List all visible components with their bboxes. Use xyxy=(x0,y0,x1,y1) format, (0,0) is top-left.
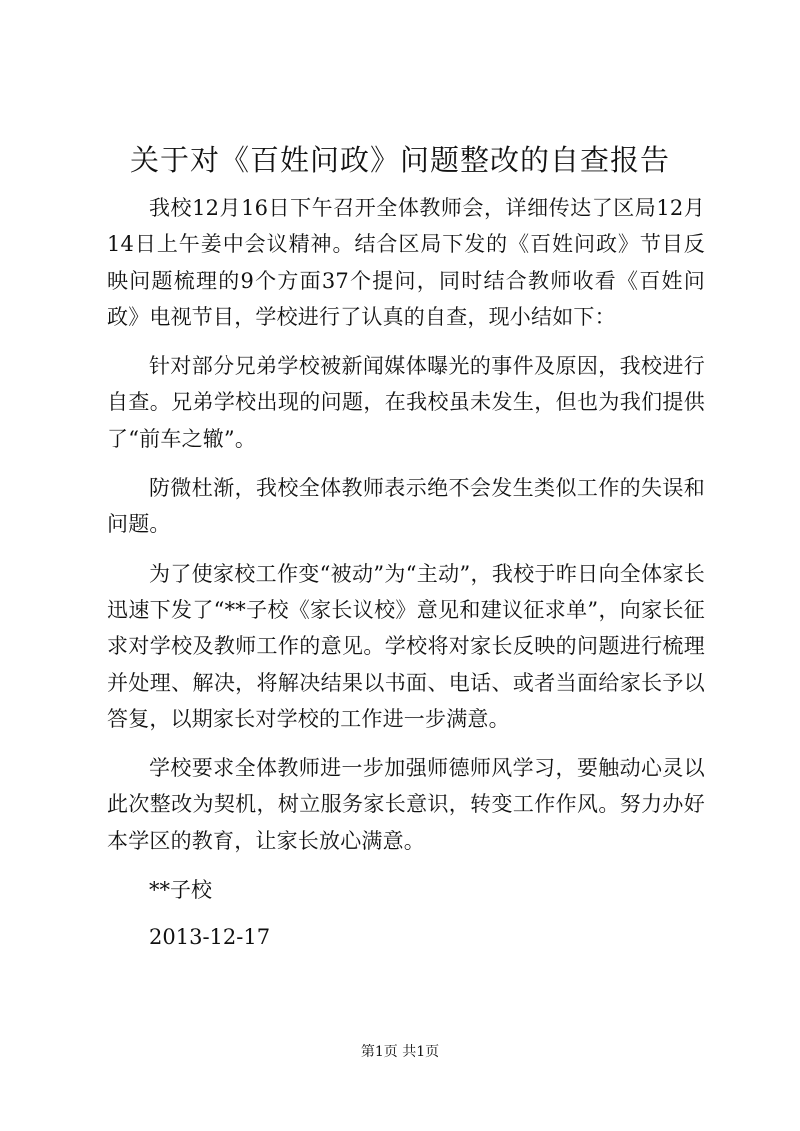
paragraph-5: 学校要求全体教师进一步加强师德师风学习，要触动心灵以此次整改为契机，树立服务家长意识，转变工作作风。努力办好本学区的教育，让家长放心满意。 xyxy=(107,756,705,853)
paragraph-3: 防微杜渐，我校全体教师表示绝不会发生类似工作的失误和问题。 xyxy=(107,476,705,537)
document-body xyxy=(107,190,705,966)
paragraph-4: 为了使家校工作变“被动”为“主动”，我校于昨日向全体家长迅速下发了“**子校《家长议校》意见和建议征求单”，向家长征求对学校及教师工作的意见。学校将对家长反映的问题进行梳理并处理、解决，将解决结果以书面、电话、或者当面给家长予以答复，以期家长对学校的工作进一步满意。 xyxy=(107,561,705,731)
paragraph-1: 我校12月16日下午召开全体教师会，详细传达了区局12月14日上午姜中会议精神。结合区局下发的《百姓问政》节目反映问题梳理的9个方面37个提问，同时结合教师收看《百姓问政》电视节目，学校进行了认真的自查，现小结如下： xyxy=(107,196,705,329)
document-date: 2013-12-17 xyxy=(149,925,271,950)
signature: **子校 xyxy=(149,878,212,903)
paragraph-2: 针对部分兄弟学校被新闻媒体曝光的事件及原因，我校进行自查。兄弟学校出现的问题，在我校虽未发生，但也为我们提供了“前车之辙”。 xyxy=(107,354,705,451)
page-footer: 第1页 共1页 xyxy=(360,1044,440,1060)
document-title: 关于对《百姓问政》问题整改的自查报告 xyxy=(129,143,670,177)
